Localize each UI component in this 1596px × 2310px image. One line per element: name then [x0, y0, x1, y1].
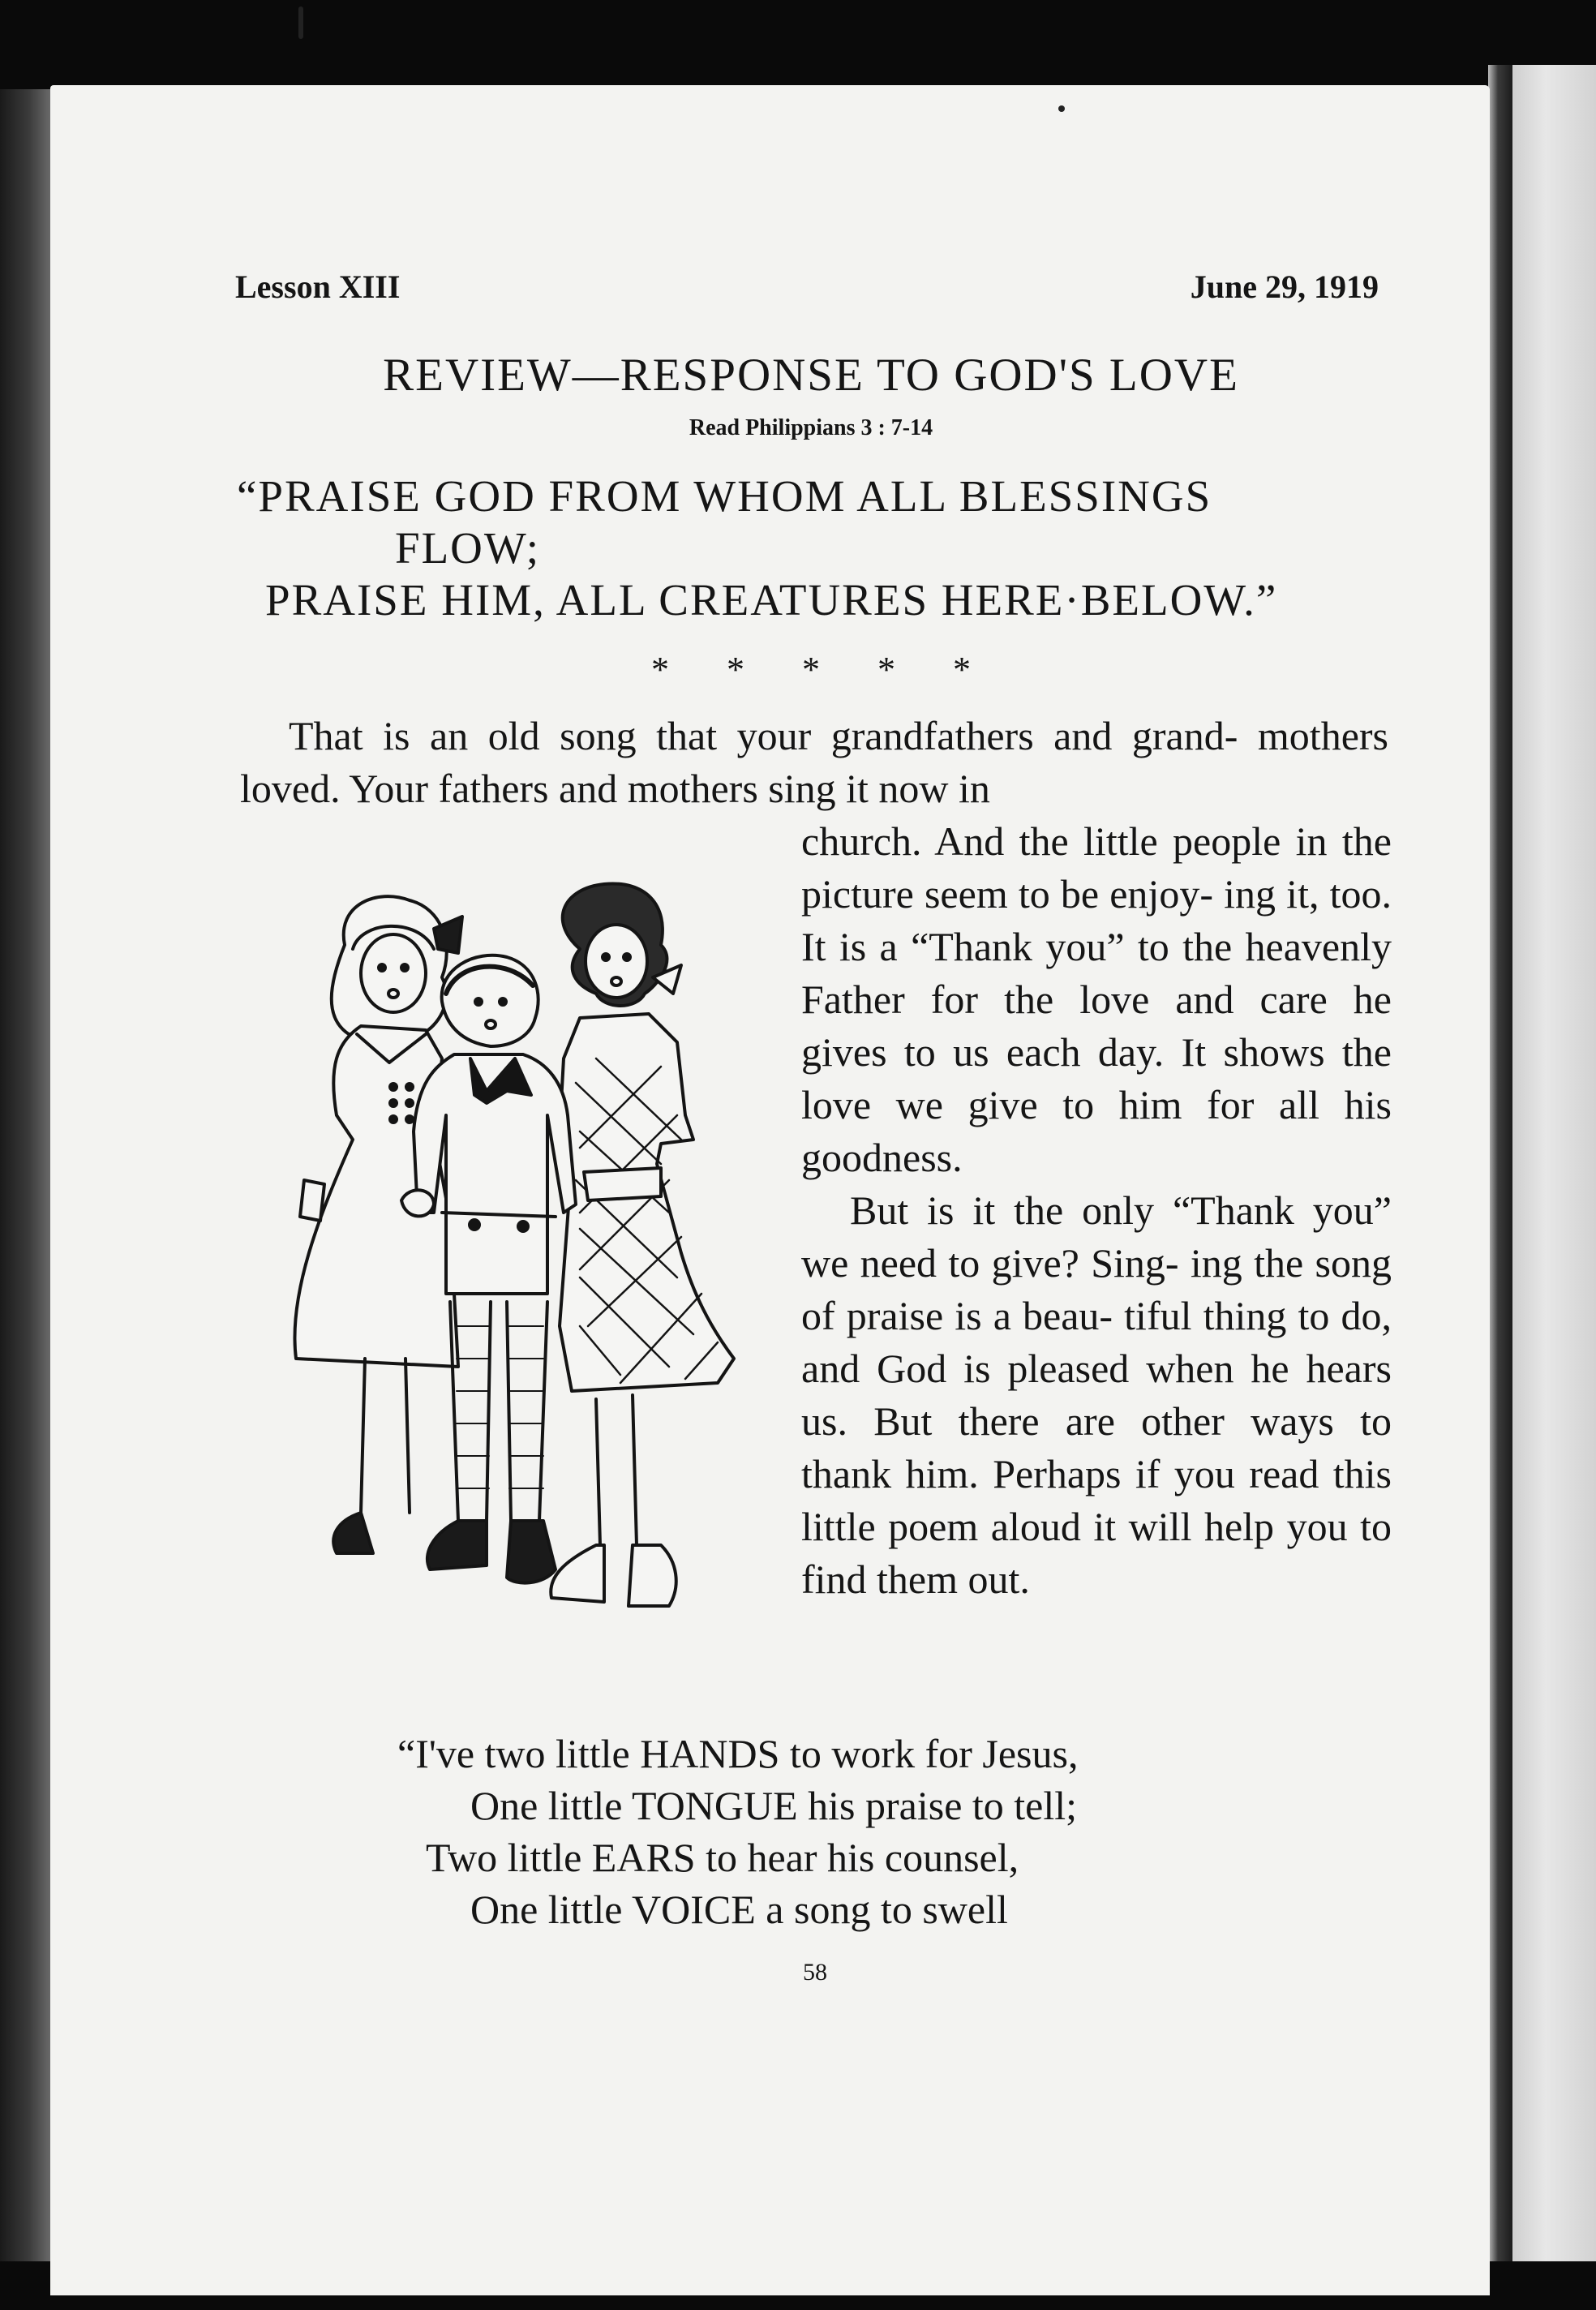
section-separator: * * * * *	[651, 650, 971, 689]
hymn-quote	[237, 470, 1388, 626]
column-paragraph: church. And the little people in the picture seem to be enjoy- ing it, too. It is a “Thank you” to the heavenly Father for the love and care he gives to us each day. It shows the love we give to him for all his goodness.	[801, 818, 1392, 1180]
hymn-line: FLOW;	[395, 523, 541, 573]
lesson-date: June 29, 1919	[1190, 268, 1379, 305]
scripture-reference: Read Philippians 3 : 7-14	[689, 415, 933, 440]
poem-line: One little VOICE a song to swell	[470, 1887, 1008, 1932]
poem	[397, 1728, 1371, 1935]
column-paragraph: But is it the only “Thank you” we need to give? Sing- ing the song of praise is a beau- tiful thing to do, and God is pleased when he hears us. But there are other ways to thank him. Perhaps if you read this little poem aloud it will help you to find them out.	[801, 1187, 1392, 1602]
hymn-line: PRAISE HIM, ALL CREATURES HERE·BELOW.”	[265, 575, 1278, 625]
page-number: 58	[803, 1959, 827, 1986]
page-title: REVIEW—RESPONSE TO GOD'S LOVE	[383, 350, 1239, 401]
scan-mark	[298, 6, 303, 39]
page-gutter-shadow	[1488, 65, 1512, 2287]
text-column	[801, 815, 1392, 1606]
intro-paragraph-text: That is an old song that your grandfathers and grand- mothers loved. Your fathers and mothers sing it now in	[240, 713, 1388, 811]
poem-line: One little TONGUE his praise to tell;	[470, 1783, 1078, 1828]
hymn-line: “PRAISE GOD FROM WHOM ALL BLESSINGS	[237, 471, 1212, 521]
lesson-number: Lesson XIII	[235, 268, 401, 305]
poem-line: “I've two little HANDS to work for Jesus,	[397, 1731, 1079, 1776]
adjacent-page-edge	[1512, 65, 1596, 2271]
tall-girl-figure	[551, 883, 734, 1606]
poem-line: Two little EARS to hear his counsel,	[426, 1835, 1019, 1880]
scan-top-border	[0, 0, 1596, 97]
left-girl-figure	[294, 896, 462, 1553]
children-singing-illustration	[239, 872, 791, 1675]
scan-speck	[1058, 105, 1065, 112]
intro-paragraph	[240, 710, 1388, 815]
